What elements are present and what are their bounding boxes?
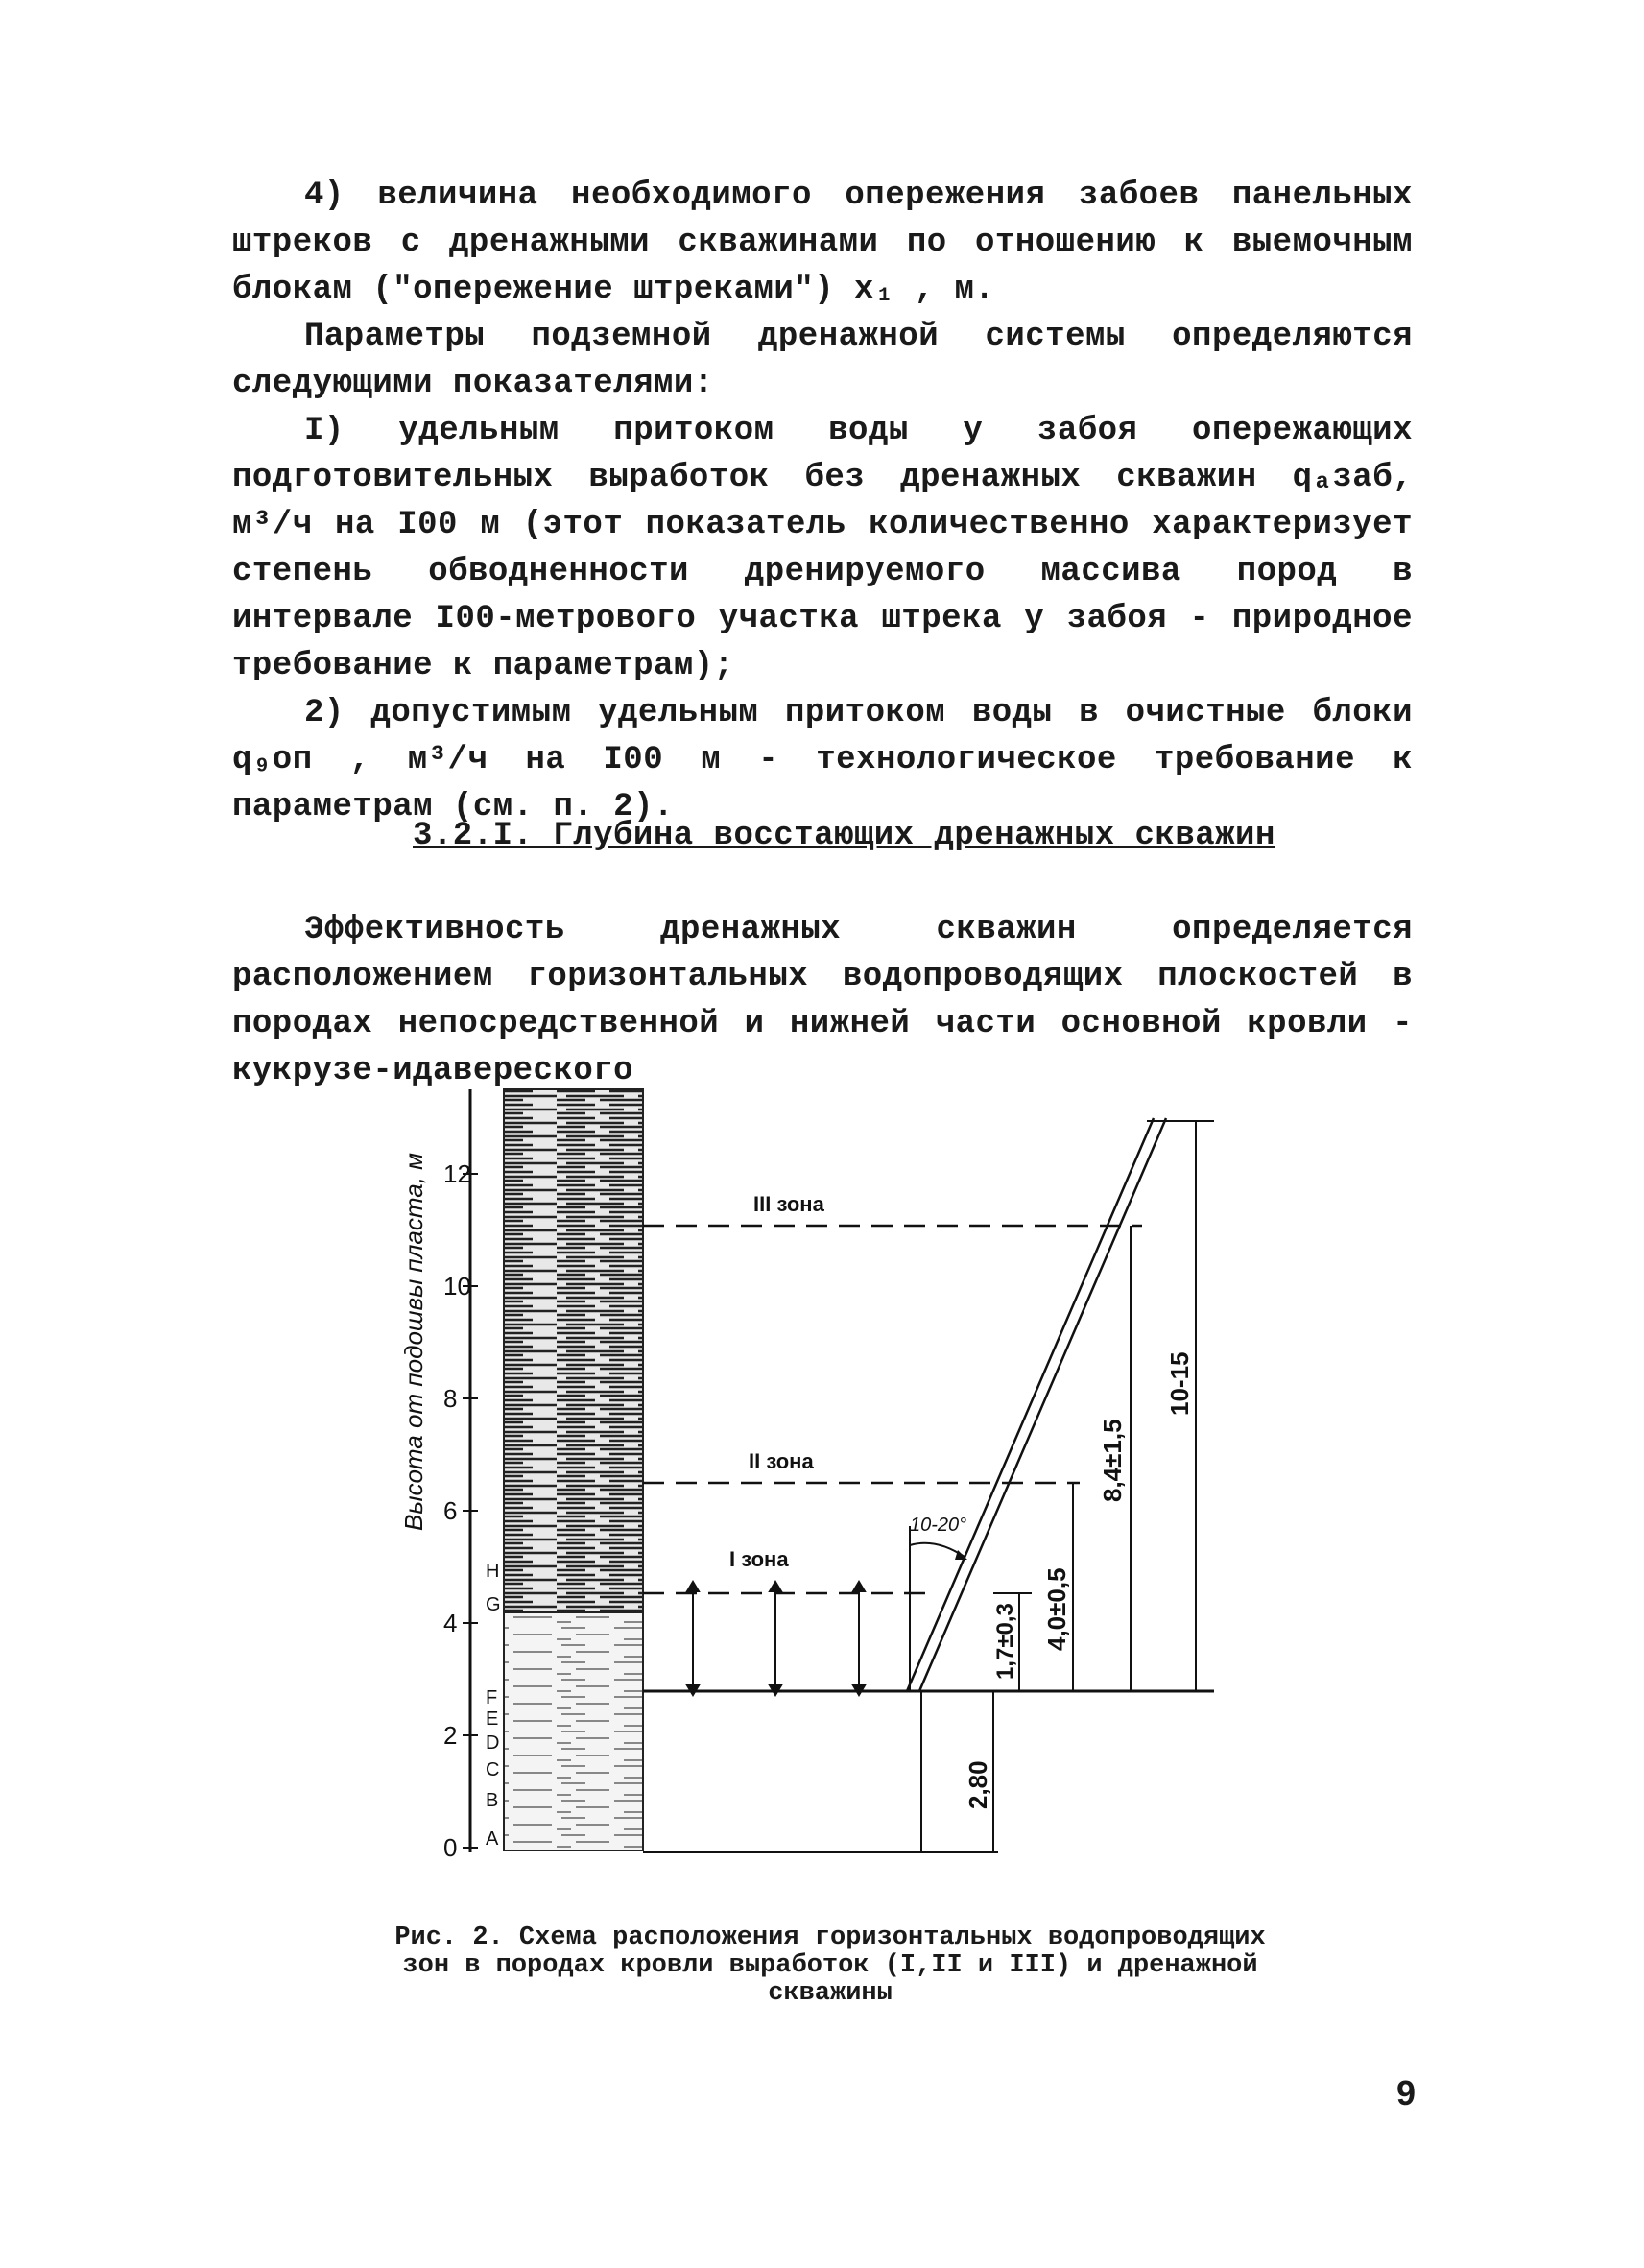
dim-1-7-label: 1,7±0,3: [992, 1603, 1018, 1680]
paragraph-parameters: Параметры подземной дренажной системы определяются следующими показателями:: [232, 319, 1413, 402]
page-number: 9: [1396, 2073, 1417, 2113]
layer-letter: H: [486, 1561, 500, 1582]
layer-letter: A: [486, 1828, 499, 1850]
y-tick-label: 2: [443, 1721, 458, 1750]
angle-label: 10-20°: [910, 1515, 967, 1536]
y-tick-label: 12: [443, 1159, 471, 1188]
y-tick-label: 10: [443, 1272, 471, 1301]
zone2-label: II зона: [749, 1449, 814, 1473]
paragraph-item-4: 4) величина необходимого опережения забоев панельных штреков с дренажными скважинами по отношению к выемочным блокам ("опережение штреками") x₁ , м.: [232, 178, 1413, 308]
figure-caption: Рис. 2. Схема расположения горизонтальных водопроводящих зон в породах кровли выработок (I,II и III) и дренажной скважины: [394, 1923, 1266, 2008]
layer-letter: D: [486, 1732, 500, 1754]
y-tick-label: 4: [443, 1609, 458, 1637]
y-tick-label: 8: [443, 1384, 458, 1413]
zone1-arrows: [687, 1582, 865, 1695]
layer-letter: F: [486, 1687, 498, 1708]
y-tick-label: 6: [443, 1496, 458, 1525]
layer-letter: B: [486, 1790, 499, 1811]
layer-letter: G: [486, 1594, 501, 1615]
rock-column-upper: [504, 1089, 643, 1612]
y-axis-label: Высота от подошвы пласта, м: [399, 1153, 428, 1531]
paragraph-item-1: I) удельным притоком воды у забоя опережающих подготовительных выработок без дренажных скважин qₐзаб, м³/ч на I00 м (этот показатель количественно характеризует степень обводненности дренируемого массива пород в интервале I00-метрового участка штрека у забоя - природное требование к параметрам);: [232, 413, 1413, 684]
dim-10-15-label: 10-15: [1165, 1351, 1194, 1416]
section-heading: 3.2.I. Глубина восстающих дренажных скважин: [413, 818, 1275, 854]
layer-letter: C: [486, 1759, 500, 1780]
dim-4-0-label: 4,0±0,5: [1042, 1567, 1071, 1651]
rock-column-lower: [504, 1612, 643, 1850]
y-tick-label: 0: [443, 1833, 458, 1862]
angle-arc: [910, 1543, 965, 1557]
zone1-label: I зона: [729, 1547, 789, 1571]
dim-8-4-label: 8,4±1,5: [1098, 1419, 1127, 1502]
drainage-borehole: [907, 1118, 1154, 1691]
paragraph-item-2: 2) допустимым удельным притоком воды в очистные блоки q₉оп , м³/ч на I00 м - технологическое требование к параметрам (см. п. 2).: [232, 695, 1413, 825]
layer-letter: E: [486, 1708, 499, 1730]
zone3-label: III зона: [753, 1192, 824, 1216]
paragraph-efficiency: Эффективность дренажных скважин определяется расположением горизонтальных водопроводящих плоскостей в породах непосредственной и нижней части основной кровли - кукрузе-идавереского: [232, 912, 1413, 1089]
dim-2-80-label: 2,80: [964, 1760, 992, 1809]
